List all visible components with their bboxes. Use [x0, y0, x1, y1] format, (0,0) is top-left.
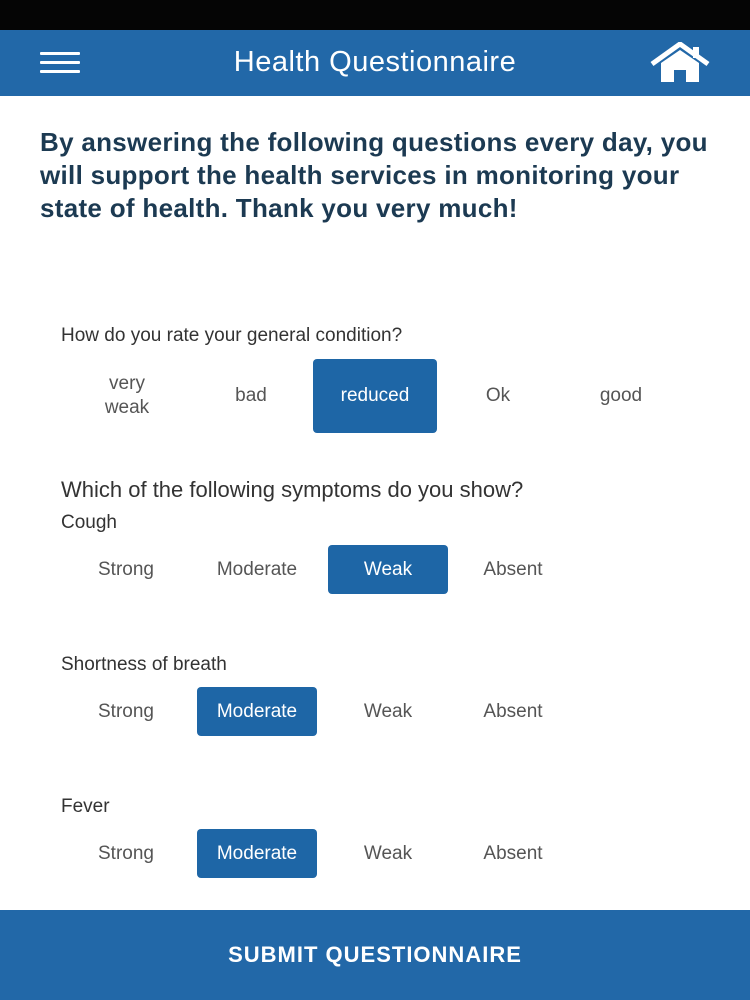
app-bar	[0, 30, 750, 96]
shortness-of-breath-option-weak[interactable]: Weak	[363, 700, 413, 722]
shortness-of-breath-option-absent[interactable]: Absent	[483, 700, 543, 722]
shortness-of-breath-option-strong[interactable]: Strong	[98, 700, 154, 722]
cough-option-weak[interactable]: Weak	[328, 545, 448, 594]
symptom-label-cough: Cough	[61, 512, 117, 533]
condition-option-very-weak[interactable]: very weak	[104, 373, 150, 418]
symptom-label-shortness-of-breath: Shortness of breath	[61, 654, 227, 675]
page-title: Health Questionnaire	[233, 46, 517, 78]
condition-option-good[interactable]: good	[599, 385, 643, 406]
fever-option-moderate[interactable]: Moderate	[197, 829, 317, 878]
symptom-label-fever: Fever	[61, 796, 110, 817]
condition-option-ok[interactable]: Ok	[485, 385, 511, 406]
home-icon[interactable]	[648, 42, 712, 84]
cough-option-absent[interactable]: Absent	[483, 558, 543, 580]
cough-option-strong[interactable]: Strong	[98, 558, 154, 580]
status-bar	[0, 0, 750, 30]
fever-option-strong[interactable]: Strong	[98, 842, 154, 864]
menu-line	[40, 70, 80, 73]
menu-line	[40, 52, 80, 55]
general-condition-question: How do you rate your general condition?	[61, 325, 403, 346]
fever-option-absent[interactable]: Absent	[483, 842, 543, 864]
condition-option-reduced[interactable]: reduced	[313, 359, 437, 433]
menu-line	[40, 61, 80, 64]
cough-option-moderate[interactable]: Moderate	[216, 558, 298, 580]
condition-option-bad[interactable]: bad	[235, 385, 267, 406]
fever-option-weak[interactable]: Weak	[363, 842, 413, 864]
submit-button[interactable]: SUBMIT QUESTIONNAIRE	[0, 910, 750, 1000]
hamburger-menu-icon[interactable]	[38, 50, 82, 76]
intro-text: By answering the following questions every day, you will support the health services in monitoring your state of health. Thank you very much!	[40, 127, 708, 223]
shortness-of-breath-option-moderate[interactable]: Moderate	[197, 687, 317, 736]
symptoms-heading: Which of the following symptoms do you show?	[61, 477, 524, 502]
